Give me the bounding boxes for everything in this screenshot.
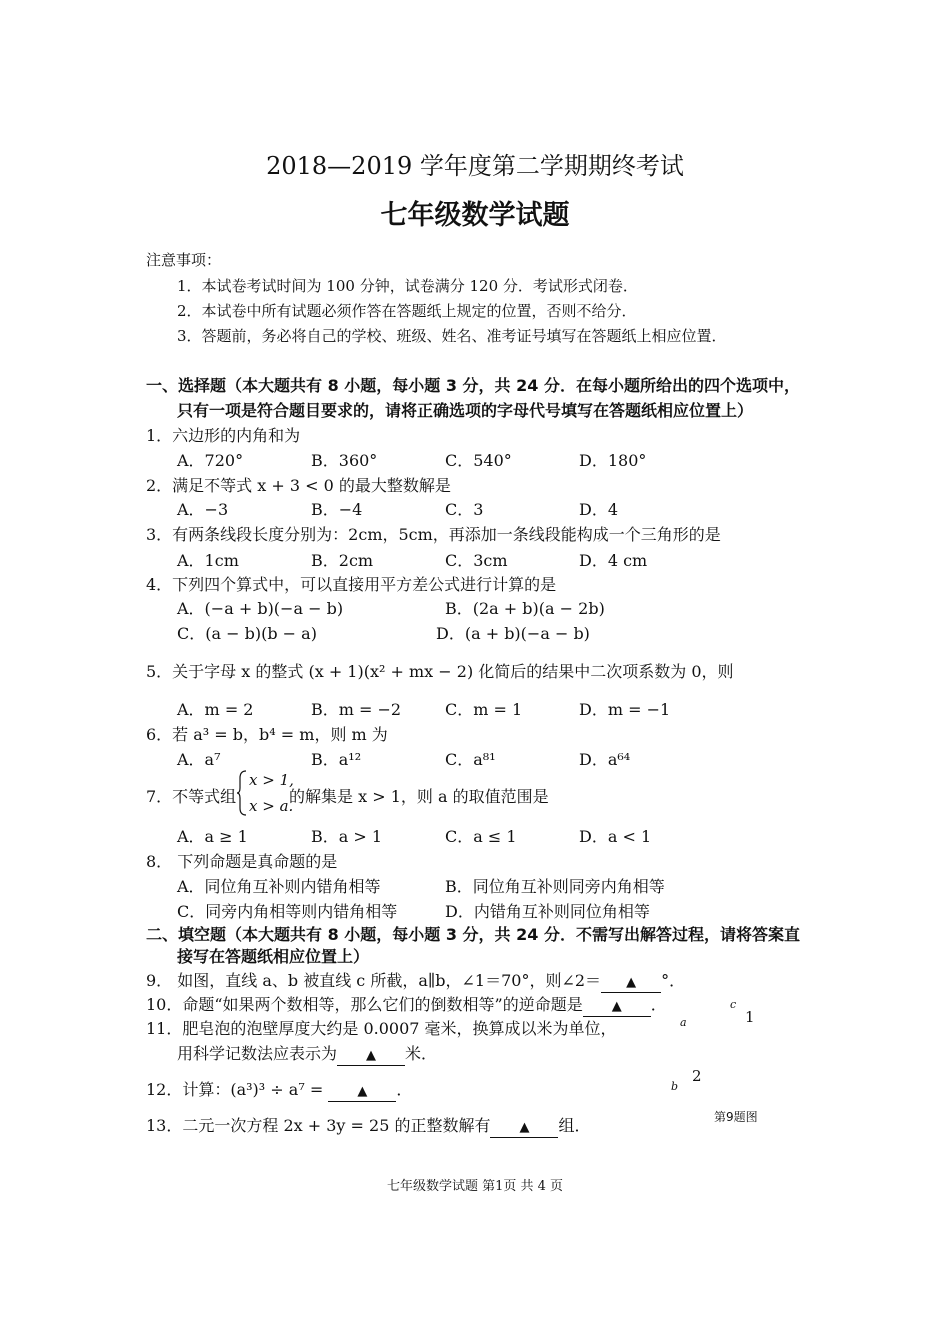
q11-text: 用科学记数法应表示为 xyxy=(177,1044,338,1063)
q12-tail: ． xyxy=(396,1080,413,1099)
q4-option-d: D．(a + b)(−a − b) xyxy=(436,624,590,643)
q13-answer-blank[interactable]: ▲ xyxy=(490,1119,558,1138)
q11-answer-blank[interactable]: ▲ xyxy=(337,1047,405,1066)
note-item-1: 1．本试卷考试时间为 100 分钟，试卷满分 120 分．考试形式闭卷． xyxy=(177,277,638,295)
q6-stem: 6．若 a³ = b，b⁴ = m，则 m 为 xyxy=(146,725,388,744)
q13-text: 13．二元一次方程 2x + 3y = 25 的正整数解有 xyxy=(146,1116,491,1135)
q8-option-b: B．同位角互补则同旁内角相等 xyxy=(445,877,665,896)
q5-option-d: D．m = −1 xyxy=(579,700,671,719)
page-footer: 七年级数学试题 第1页 共 4 页 xyxy=(386,1179,564,1194)
q10-answer-blank[interactable]: ▲ xyxy=(583,998,651,1017)
figure-caption: 第9题图 xyxy=(714,1110,758,1124)
q3-option-c: C．3cm xyxy=(445,551,508,570)
q9-tail: °． xyxy=(661,971,686,990)
q12-answer-blank[interactable]: ▲ xyxy=(328,1083,396,1102)
q2-option-d: D．4 xyxy=(579,500,619,519)
q1-option-c: C．540° xyxy=(445,451,512,470)
note-item-2: 2．本试卷中所有试题必须作答在答题纸上规定的位置，否则不给分． xyxy=(177,302,637,320)
q5-stem: 5．关于字母 x 的整式 (x + 1)(x² + mx − 2) 化简后的结果中二次项系数为 0，则 xyxy=(146,662,734,681)
q4-option-b: B．(2a + b)(a − 2b) xyxy=(445,599,605,618)
q10-text: 10．命题“如果两个数相等，那么它们的倒数相等”的逆命题是 xyxy=(146,995,583,1014)
q1-option-d: D．180° xyxy=(579,451,647,470)
q7-prefix: 7．不等式组 xyxy=(146,787,237,806)
q7-option-c: C．a ≤ 1 xyxy=(445,827,517,846)
q3-option-d: D．4 cm xyxy=(579,551,648,570)
figure-label-c: c xyxy=(730,998,737,1011)
q8-stem: 8． 下列命题是真命题的是 xyxy=(146,852,338,871)
q11-stem-line2 xyxy=(177,1041,437,1066)
q3-option-a: A．1cm xyxy=(177,551,239,570)
q6-option-d: D．a⁶⁴ xyxy=(579,750,631,769)
q5-option-a: A．m = 2 xyxy=(177,700,254,719)
q9-stem xyxy=(146,968,685,993)
figure-label-a: a xyxy=(680,1016,687,1029)
q9-answer-blank[interactable]: ▲ xyxy=(601,974,661,993)
q7-option-b: B．a > 1 xyxy=(311,827,383,846)
q1-option-b: B．360° xyxy=(311,451,378,470)
q1-option-a: A．720° xyxy=(177,451,244,470)
q10-stem xyxy=(146,992,667,1017)
q7-system-row1: x > 1, xyxy=(249,771,294,789)
q4-option-a: A．(−a + b)(−a − b) xyxy=(177,599,344,618)
q5-option-b: B．m = −2 xyxy=(311,700,402,719)
exam-subtitle: 七年级数学试题 xyxy=(380,200,570,231)
q6-option-b: B．a¹² xyxy=(311,750,362,769)
q13-stem xyxy=(146,1113,591,1138)
q2-option-a: A．−3 xyxy=(177,500,229,519)
q4-option-c: C．(a − b)(b − a) xyxy=(177,624,317,643)
q7-option-a: A．a ≥ 1 xyxy=(177,827,248,846)
section1-heading: 一、选择题（本大题共有 8 小题，每小题 3 分，共 24 分．在每小题所给出的四个选项中， xyxy=(146,376,800,395)
q3-stem: 3．有两条线段长度分别为：2cm，5cm，再添加一条线段能构成一个三角形的是 xyxy=(146,525,721,544)
q11-stem: 11．肥皂泡的泡壁厚度大约是 0.0007 毫米，换算成以米为单位， xyxy=(146,1019,617,1038)
section1-heading-cont: 只有一项是符合题目要求的，请将正确选项的字母代号填写在答题纸相应位置上） xyxy=(177,401,754,420)
q12-text: 12．计算：(a³)³ ÷ a⁷ = xyxy=(146,1080,324,1099)
notes-heading: 注意事项： xyxy=(146,251,222,269)
q8-option-c: C．同旁内角相等则内错角相等 xyxy=(177,902,398,921)
q2-option-c: C．3 xyxy=(445,500,484,519)
q10-tail: ． xyxy=(650,995,667,1014)
section2-heading: 二、填空题（本大题共有 8 小题，每小题 3 分，共 24 分．不需写出解答过程，请将答案直 xyxy=(146,925,800,944)
exam-title: 2018—2019 学年度第二学期期终考试 xyxy=(266,152,684,180)
q9-text: 9． 如图，直线 a、b 被直线 c 所截，a∥b，∠1＝70°，则∠2＝ xyxy=(146,971,602,990)
q4-stem: 4．下列四个算式中，可以直接用平方差公式进行计算的是 xyxy=(146,575,557,594)
q8-option-d: D．内错角互补则同位角相等 xyxy=(445,902,650,921)
q7-suffix: 的解集是 x > 1，则 a 的取值范围是 xyxy=(289,787,549,806)
q13-tail: 组． xyxy=(558,1116,591,1135)
q11-tail: 米． xyxy=(405,1044,438,1063)
q7-system-row2: x > a. xyxy=(249,797,294,815)
figure-label-2: 2 xyxy=(692,1067,702,1085)
q8-option-a: A．同位角互补则内错角相等 xyxy=(177,877,381,896)
q2-stem: 2．满足不等式 x + 3 < 0 的最大整数解是 xyxy=(146,476,451,495)
brace-icon xyxy=(236,770,248,816)
q5-option-c: C．m = 1 xyxy=(445,700,523,719)
q6-option-a: A．a⁷ xyxy=(177,750,221,769)
q7-option-d: D．a < 1 xyxy=(579,827,652,846)
note-item-3: 3．答题前，务必将自己的学校、班级、姓名、准考证号填写在答题纸上相应位置． xyxy=(177,327,727,345)
q3-option-b: B．2cm xyxy=(311,551,374,570)
q1-stem: 1．六边形的内角和为 xyxy=(146,426,301,445)
section2-heading-cont: 接写在答题纸相应位置上） xyxy=(177,947,370,966)
q12-stem xyxy=(146,1077,412,1102)
figure-label-b: b xyxy=(671,1080,679,1093)
q2-option-b: B．−4 xyxy=(311,500,363,519)
q6-option-c: C．a⁸¹ xyxy=(445,750,496,769)
figure-label-1: 1 xyxy=(745,1008,755,1026)
